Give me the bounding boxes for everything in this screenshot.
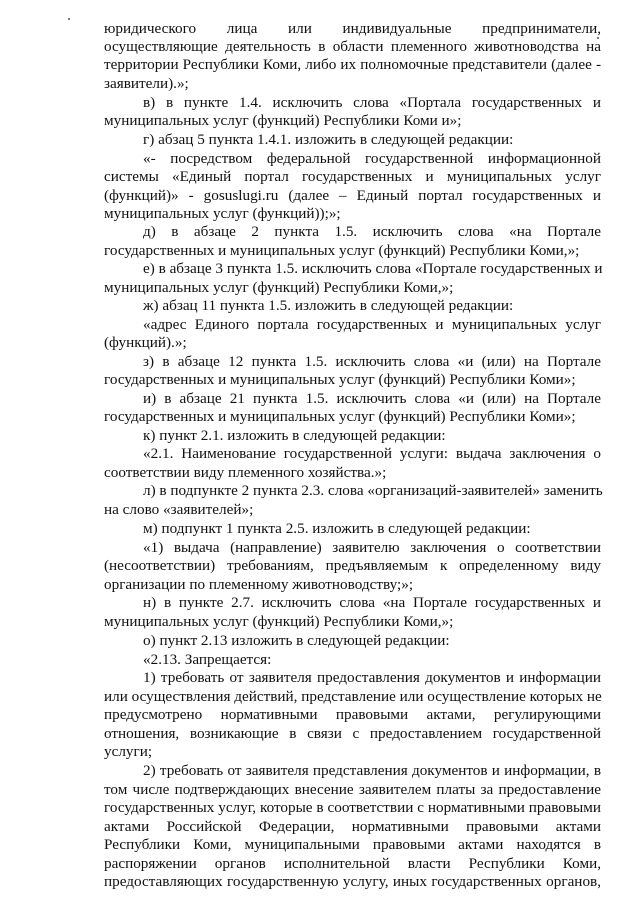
document-line: государственных и муниципальных услуг (функций) Республики Коми»; bbox=[104, 408, 576, 425]
document-line: государственных и муниципальных услуг (функций) Республики Коми»; bbox=[104, 371, 576, 388]
document-line: з) в абзаце 12 пункта 1.5. исключить слова «и (или) на Портале bbox=[143, 353, 601, 370]
document-line: «2.1. Наименование государственной услуги: выдача заключения о bbox=[143, 445, 601, 462]
document-line: актами Российской Федерации, нормативными правовыми актами bbox=[104, 818, 601, 835]
document-line: муниципальных услуг (функций) Республики Коми и»; bbox=[104, 112, 462, 129]
document-line: м) подпункт 1 пункта 2.5. изложить в следующей редакции: bbox=[143, 520, 531, 537]
document-line: муниципальных услуг (функций));»; bbox=[104, 205, 341, 222]
document-line: (несоответствии) требованиям, предъявляемым к определенному виду bbox=[104, 557, 601, 574]
document-line: и) в абзаце 21 пункта 1.5. исключить слова «и (или) на Портале bbox=[143, 390, 601, 407]
document-line: осуществляющие деятельность в области племенного животноводства на bbox=[104, 38, 601, 55]
document-line: системы «Единый портал государственных и муниципальных услуг bbox=[104, 168, 601, 185]
document-line: 2) требовать от заявителя представления документов и информации, в bbox=[143, 762, 601, 779]
document-line: государственных услуг, которые в соответствии с нормативными правовыми bbox=[104, 799, 601, 816]
document-line: предусмотрено нормативными правовыми актами, регулирующими bbox=[104, 706, 601, 723]
document-line: н) в пункте 2.7. исключить слова «на Портале государственных и bbox=[143, 594, 601, 611]
document-line: государственных и муниципальных услуг (функций) Республики Коми,»; bbox=[104, 242, 580, 259]
document-line: к) пункт 2.1. изложить в следующей редакции: bbox=[143, 427, 446, 444]
document-line: 1) требовать от заявителя предоставления документов и информации bbox=[143, 669, 601, 686]
document-line: Республики Коми, муниципальными правовыми актами находятся в bbox=[104, 836, 601, 853]
document-line: на слово «заявителей»; bbox=[104, 501, 254, 518]
document-line: юридического лица или индивидуальные предприниматели, bbox=[104, 20, 601, 37]
document-line: ж) абзац 11 пункта 1.5. изложить в следующей редакции: bbox=[143, 297, 514, 314]
document-line: соответствии виду племенного хозяйства.»; bbox=[104, 464, 387, 481]
document-line: распоряжении органов исполнительной власти Республики Коми, bbox=[104, 855, 601, 872]
document-line: муниципальных услуг (функций) Республики Коми,»; bbox=[104, 613, 454, 630]
document-line: услуги; bbox=[104, 743, 153, 760]
document-line: организации по племенному животноводству;»; bbox=[104, 576, 414, 593]
document-line: (функций).»; bbox=[104, 334, 187, 351]
document-line: в) в пункте 1.4. исключить слова «Портала государственных и bbox=[143, 94, 601, 111]
document-line: д) в абзаце 2 пункта 1.5. исключить слова «на Портале bbox=[143, 223, 601, 240]
document-line: том числе подтверждающих внесение заявителем платы за предоставление bbox=[104, 781, 601, 798]
document-line: е) в абзаце 3 пункта 1.5. исключить слова «Портале государственных и bbox=[143, 260, 603, 277]
document-line: предоставляющих государственную услугу, иных государственных органов, bbox=[104, 873, 601, 890]
document-line: «1) выдача (направление) заявителю заключения о соответствии bbox=[143, 539, 601, 556]
document-line: или осуществления действий, представление или осуществление которых не bbox=[104, 688, 602, 705]
document-line: отношения, возникающие в связи с предоставлением государственной bbox=[104, 725, 601, 742]
document-line: «2.13. Запрещается: bbox=[143, 651, 272, 668]
document-line: муниципальных услуг (функций) Республики Коми,»; bbox=[104, 279, 454, 296]
document-line: (функций)» - gosuslugi.ru (далее – Единый портал государственных и bbox=[104, 187, 601, 204]
document-line: «- посредством федеральной государственной информационной bbox=[143, 150, 601, 167]
document-line: территории Республики Коми, либо их полномочные представители (далее - bbox=[104, 56, 601, 73]
document-line: заявители).»; bbox=[104, 75, 189, 92]
document-line: л) в подпункте 2 пункта 2.3. слова «организаций-заявителей» заменить bbox=[143, 482, 603, 499]
document-line: «адрес Единого портала государственных и муниципальных услуг bbox=[143, 316, 601, 333]
document-line: о) пункт 2.13 изложить в следующей редакции: bbox=[143, 632, 450, 649]
document-line: г) абзац 5 пункта 1.4.1. изложить в следующей редакции: bbox=[143, 131, 514, 148]
